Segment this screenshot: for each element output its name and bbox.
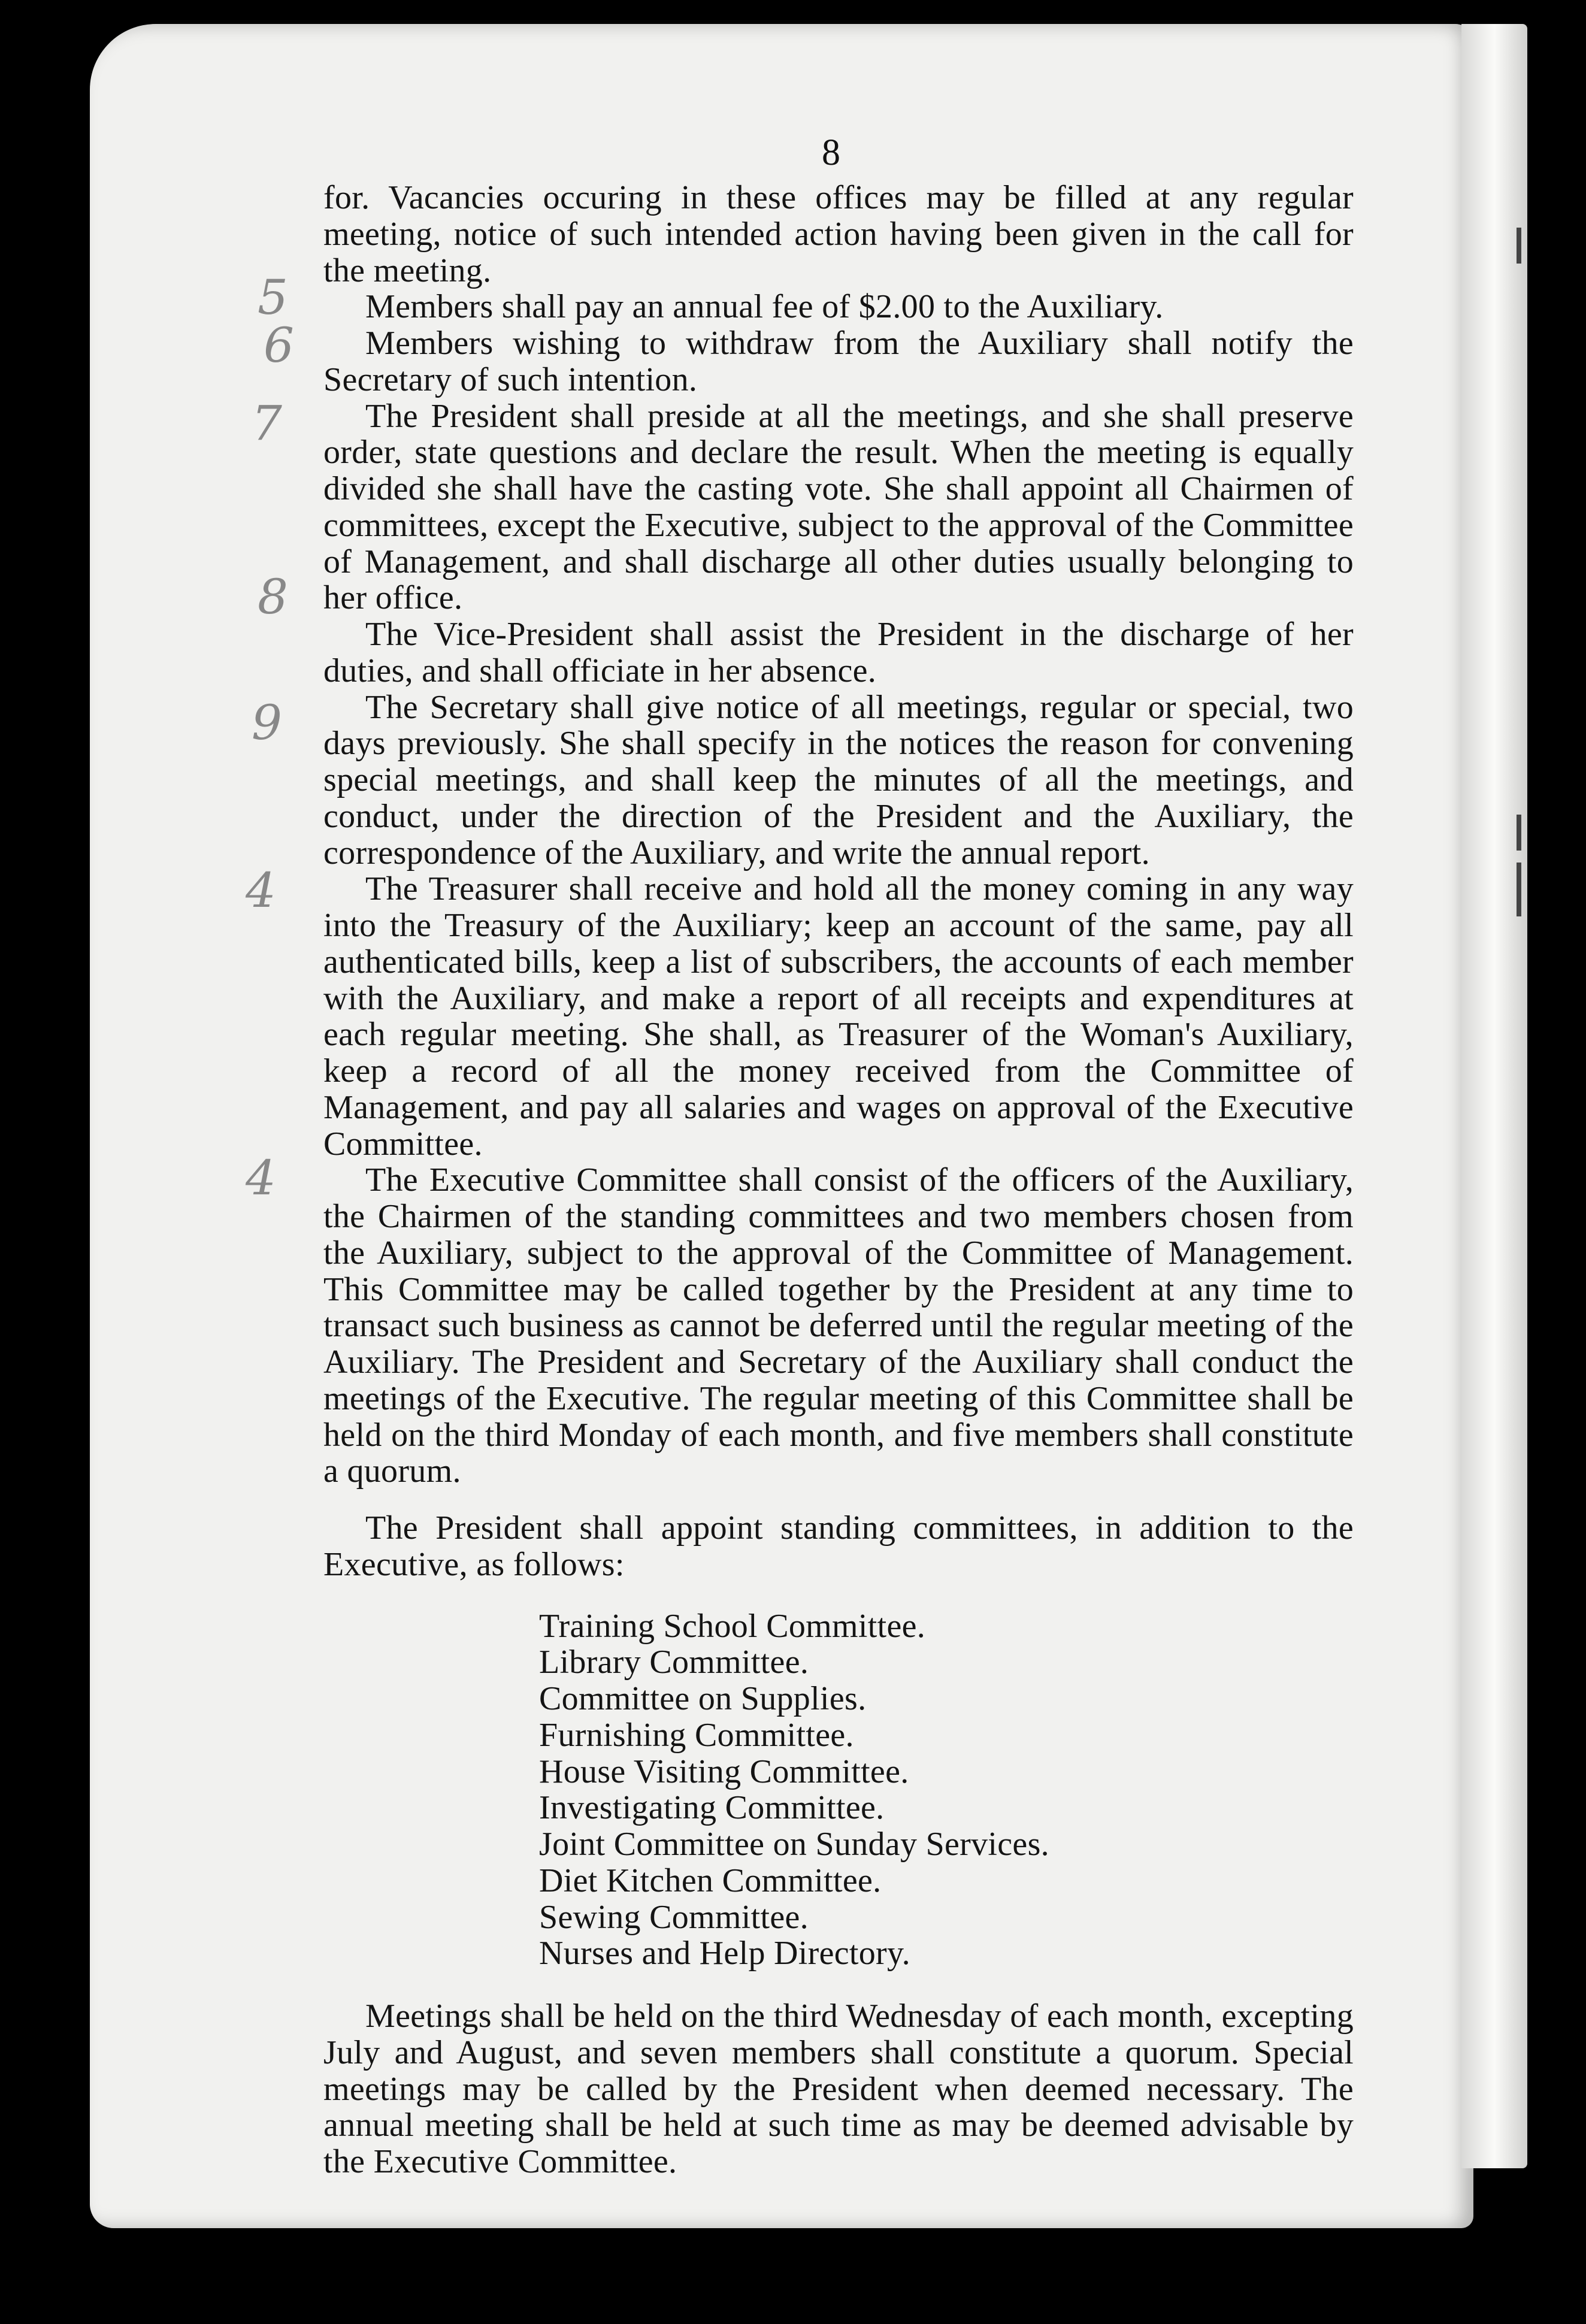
margin-note: 8 bbox=[258, 569, 288, 625]
paragraph-standing-committees: The President shall appoint standing committees, in addition to the Executive, as follows: bbox=[323, 1509, 1354, 1583]
margin-note: 6 bbox=[264, 317, 294, 373]
paragraph-executive-committee: The Executive Committee shall consist of the officers of the Auxiliary, the Chairmen of the standing committees and two members chosen from the Auxiliary, subject to the approval of the Committee of Management. This Committee may be called together by the President at any time to transact such business as cannot be deferred until the regular meeting of the Auxiliary. The President and Secretary of the Auxiliary shall conduct the meetings of the Executive. The regular meeting of this Committee shall be held on the third Monday of each month, and five members shall constitute a quorum. bbox=[323, 1161, 1354, 1490]
paragraph-meetings: Meetings shall be held on the third Wednesday of each month, excepting July and August, and seven members shall constitute a quorum. Special meetings may be called by the President when deemed necessary. The annual meeting shall be held at such time as may be deemed advisable by the Executive Committee. bbox=[323, 1998, 1354, 2180]
committee-item: Diet Kitchen Committee. bbox=[539, 1862, 882, 1899]
margin-note: 5 bbox=[258, 270, 288, 325]
committee-item: Furnishing Committee. bbox=[539, 1716, 854, 1754]
adjacent-page-edge bbox=[1461, 24, 1527, 2168]
edge-mark bbox=[1517, 228, 1521, 264]
committee-item: Library Committee. bbox=[539, 1644, 809, 1681]
margin-note: 9 bbox=[252, 695, 282, 751]
committee-item: Joint Committee on Sunday Services. bbox=[539, 1826, 1049, 1863]
committee-item: Investigating Committee. bbox=[539, 1789, 885, 1827]
committee-item: Nurses and Help Directory. bbox=[539, 1935, 910, 1972]
margin-note: 4 bbox=[246, 1150, 276, 1206]
paragraph-withdrawal: Members wishing to withdraw from the Auxiliary shall notify the Secretary of such intention. bbox=[323, 325, 1354, 398]
margin-note: 4 bbox=[246, 863, 276, 918]
paragraph-annual-fee: Members shall pay an annual fee of $2.00 to the Auxiliary. bbox=[365, 288, 1164, 326]
paragraph-vice-president: The Vice-President shall assist the President in the discharge of her duties, and shall officiate in her absence. bbox=[323, 616, 1354, 689]
paragraph-secretary: The Secretary shall give notice of all meetings, regular or special, two days previously. She shall specify in the notices the reason for convening special meetings, and shall keep the minutes of all the meetings, and conduct, under the direction of the President and the Auxiliary, the correspondence of the Auxiliary, and write the annual report. bbox=[323, 688, 1354, 872]
page-number: 8 bbox=[822, 132, 840, 173]
paragraph-president: The President shall preside at all the meetings, and she shall preserve order, state questions and declare the result. When the meeting is equally divided she shall have the casting vote. She shall appoint all Chairmen of committees, except the Executive, subject to the approval of the Committee of Management, and shall discharge all other duties usually belonging to her office. bbox=[323, 397, 1354, 617]
page-text bbox=[323, 180, 1354, 2180]
paragraph-vacancies: for. Vacancies occuring in these offices may be filled at any regular meeting, notice of such intended action having been given in the call for the meeting. bbox=[323, 179, 1354, 289]
paragraph-treasurer: The Treasurer shall receive and hold all the money coming in any way into the Treasury of the Auxiliary; keep an account of the same, pay all authenticated bills, keep a list of subscribers, the accounts of each member with the Auxiliary, and make a report of all receipts and expenditures at each regular meeting. She shall, as Treasurer of the Woman's Auxiliary, keep a record of all the money received from the Committee of Management, and pay all salaries and wages on approval of the Executive Committee. bbox=[323, 870, 1354, 1163]
committee-item: House Visiting Committee. bbox=[539, 1753, 909, 1790]
committee-item: Sewing Committee. bbox=[539, 1898, 809, 1936]
committee-item: Committee on Supplies. bbox=[539, 1680, 867, 1717]
margin-note: 7 bbox=[252, 395, 282, 451]
committee-item: Training School Committee. bbox=[539, 1607, 926, 1645]
committee-list bbox=[539, 1608, 1354, 1972]
edge-mark bbox=[1517, 815, 1521, 851]
edge-mark bbox=[1517, 892, 1521, 916]
